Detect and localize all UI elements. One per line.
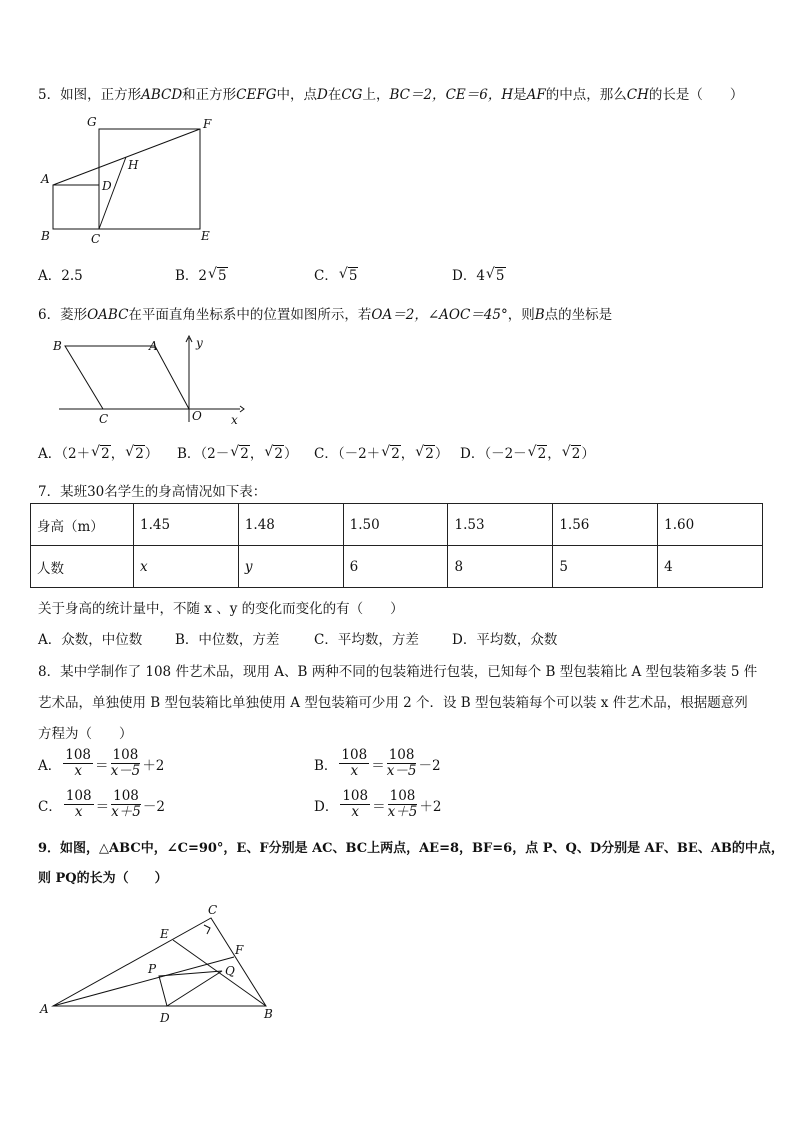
table-cell: 1.48: [238, 504, 343, 546]
q7-stem: 7．某班30名学生的身高情况如下表：: [38, 484, 267, 500]
rhombus-oabc: [65, 346, 189, 409]
x-axis-arrow: [240, 406, 244, 412]
label-c: C: [99, 412, 109, 426]
q7-option-b[interactable]: B．中位数，方差: [175, 632, 280, 648]
sqrt-symbol: √ 2: [562, 446, 582, 462]
fraction: $\frac{108}{x}$: [65, 788, 92, 820]
label-o: O: [192, 409, 202, 423]
fraction: $\frac{108}{x}$: [65, 747, 92, 779]
sqrt-symbol: √ 2: [264, 446, 284, 462]
label-c: C: [91, 232, 101, 246]
q8-stem-line2: 艺术品，单独使用 B 型包装箱比单独使用 A 型包装箱可少用 2 个．设 B 型包装箱每个可以装 x 件艺术品，根据题意列: [38, 695, 748, 711]
table-row: [31, 504, 763, 546]
q7-option-d[interactable]: D．平均数，众数: [452, 632, 558, 648]
table-cell: 1.53: [448, 504, 553, 546]
sqrt-symbol: √ 2: [381, 446, 401, 462]
label-c: C: [208, 903, 218, 917]
label-a: A: [41, 172, 50, 186]
table-cell: 4: [658, 546, 763, 588]
q8-option-d[interactable]: D． $\frac{108}{x}$ ＝ $\frac{108}{x+5}$ ＋2: [314, 788, 442, 820]
label-a: A: [40, 1002, 49, 1016]
table-cell: 1.45: [134, 504, 239, 546]
segment-ch: [99, 157, 126, 229]
sqrt-symbol: √ 2: [125, 446, 145, 462]
q9-stem-line2: 则 PQ的长为（ ）: [38, 871, 168, 886]
q6-option-a[interactable]: A．（2＋√ 2，√ 2）: [38, 442, 158, 462]
table-cell: 1.60: [658, 504, 763, 546]
q8-option-c[interactable]: C． $\frac{108}{x}$ ＝ $\frac{108}{x+5}$ －2: [38, 788, 165, 820]
height-table: [30, 503, 763, 588]
label-x: x: [231, 413, 238, 427]
sqrt-symbol: √ 5: [486, 268, 506, 284]
q9-figure: [36, 898, 286, 1028]
label-f: F: [235, 943, 244, 957]
q6-stem: 6．菱形OABC在平面直角坐标系中的位置如图所示，若OA＝2，∠AOC＝45°，则B点的坐标是: [38, 307, 613, 323]
table-cell: 5: [553, 546, 658, 588]
q6-option-c[interactable]: C．（－2＋√ 2，√ 2）: [314, 442, 448, 462]
q8-stem-line3: 方程为（ ）: [38, 726, 133, 742]
q5-option-d[interactable]: D．4√ 5: [452, 264, 506, 284]
table-cell: 8: [448, 546, 553, 588]
sqrt-symbol: √ 5: [208, 268, 228, 284]
sqrt-symbol: √ 5: [339, 268, 359, 284]
q5-option-c[interactable]: C．√ 5: [314, 264, 358, 284]
label-y: y: [196, 336, 203, 350]
sqrt-symbol: √ 2: [415, 446, 435, 462]
q6-option-d[interactable]: D．（－2－√ 2，√ 2）: [460, 442, 595, 462]
q8-option-a[interactable]: A． $\frac{108}{x}$ ＝ $\frac{108}{x-5}$ ＋2: [38, 747, 165, 779]
triangle-pqd: [159, 971, 222, 1006]
square-abcd: [53, 185, 99, 229]
square-cefg: [99, 129, 200, 229]
sqrt-symbol: √ 2: [230, 446, 250, 462]
fraction: $\frac{108}{x-5}$: [110, 747, 141, 779]
fraction: $\frac{108}{x}$: [342, 788, 369, 820]
table-cell: 1.50: [343, 504, 448, 546]
table-cell: 身高（m）: [31, 504, 134, 546]
label-b: B: [264, 1007, 273, 1021]
fraction: $\frac{108}{x-5}$: [386, 747, 417, 779]
label-d: D: [160, 1011, 170, 1025]
table-cell: y: [238, 546, 343, 588]
table-cell: 1.56: [553, 504, 658, 546]
q8-option-b[interactable]: B． $\frac{108}{x}$ ＝ $\frac{108}{x-5}$ －2: [314, 747, 441, 779]
label-q: Q: [225, 964, 235, 978]
q8-stem-line1: 8．某中学制作了 108 件艺术品，现用 A、B 两种不同的包装箱进行包装，已知每个 B 型包装箱比 A 型包装箱多装 5 件: [38, 664, 758, 680]
q9-stem-line1: 9．如图，△ABC中，∠C=90°，E、F分别是 AC、BC上两点，AE=8，BF=6，点 P、Q、D分别是 AF、BE、AB的中点，: [38, 841, 784, 856]
label-b: B: [41, 229, 50, 243]
table-cell: 人数: [31, 546, 134, 588]
table-cell: 6: [343, 546, 448, 588]
table-cell: x: [134, 546, 239, 588]
q7-option-a[interactable]: A．众数，中位数: [38, 632, 143, 648]
q5-option-a[interactable]: A．2.5: [38, 268, 83, 284]
label-e: E: [201, 229, 210, 243]
sqrt-symbol: √ 2: [91, 446, 111, 462]
segment-af: [53, 129, 200, 185]
q6-option-b[interactable]: B．（2－√ 2，√ 2）: [177, 442, 297, 462]
q5-stem: 5．如图，正方形ABCD和正方形CEFG中，点D在CG上，BC＝2，CE＝6，H是AF的中点，那么CH的长是（ ）: [38, 87, 744, 103]
fraction: $\frac{108}{x+5}$: [387, 788, 418, 820]
right-angle-mark: [204, 925, 210, 934]
table-row: [31, 546, 763, 588]
label-d: D: [102, 179, 112, 193]
label-e: E: [160, 927, 169, 941]
q7-option-c[interactable]: C．平均数，方差: [314, 632, 419, 648]
fraction: $\frac{108}{x+5}$: [111, 788, 141, 820]
q7-question: 关于身高的统计量中，不随 x 、y 的变化而变化的有（ ）: [38, 601, 404, 617]
label-h: H: [128, 158, 139, 172]
fraction: $\frac{108}{x}$: [341, 747, 368, 779]
q6-figure: [45, 332, 255, 427]
label-g: G: [87, 115, 97, 129]
q5-figure: [30, 110, 230, 250]
label-a: A: [149, 339, 158, 353]
sqrt-symbol: √ 2: [528, 446, 548, 462]
q5-option-b[interactable]: B．2√ 5: [175, 264, 228, 284]
label-f: F: [203, 117, 212, 131]
label-p: P: [148, 962, 157, 976]
label-b: B: [53, 339, 62, 353]
